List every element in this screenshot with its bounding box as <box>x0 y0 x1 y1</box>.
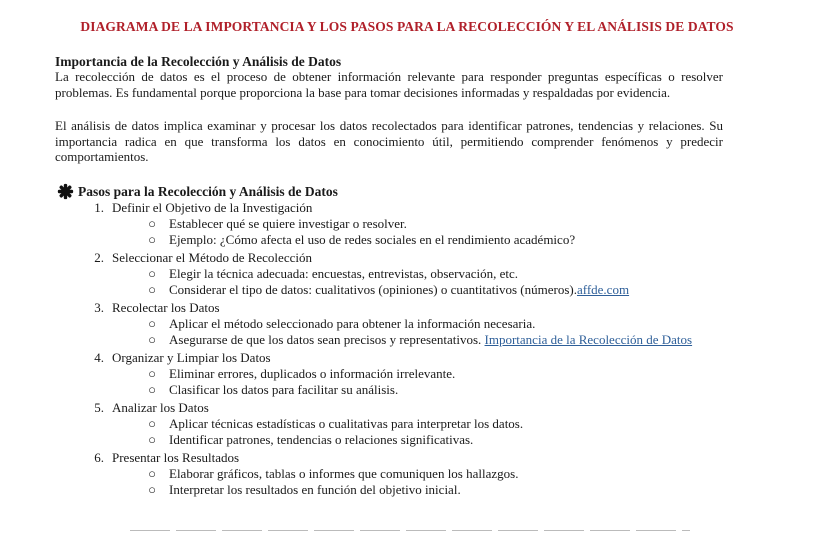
list-item: ○ Ejemplo: ¿Cómo afecta el uso de redes sociales en el rendimiento académico? <box>146 232 726 248</box>
step-label: Recolectar los Datos <box>112 300 220 315</box>
bullet-circle-icon: ○ <box>148 232 156 247</box>
step-item <box>0 200 814 248</box>
bullet-circle-icon: ○ <box>148 466 156 481</box>
step-number: 4. <box>94 350 104 365</box>
bottom-divider <box>130 530 690 531</box>
importance-paragraph-1: La recolección de datos es el proceso de obtener información relevante para responder preguntas específicas o resolver problemas. Es fundamental porque proporciona la base para tomar decisiones informadas y respaldadas por evidencia. <box>55 69 723 100</box>
step-number: 5. <box>94 400 104 415</box>
bullet-circle-icon: ○ <box>148 482 156 497</box>
step-number: 3. <box>94 300 104 315</box>
steps-heading: Pasos para la Recolección y Análisis de Datos <box>78 183 338 199</box>
bullet-circle-icon: ○ <box>148 432 156 447</box>
list-item: ○ Eliminar errores, duplicados o información irrelevante. <box>146 366 726 382</box>
star-icon <box>57 183 74 200</box>
step-item <box>0 250 814 298</box>
bullet-circle-icon: ○ <box>148 366 156 381</box>
step-item <box>0 300 814 348</box>
step-label: Definir el Objetivo de la Investigación <box>112 200 313 215</box>
bullet-circle-icon: ○ <box>148 216 156 231</box>
bullet-circle-icon: ○ <box>148 282 156 297</box>
list-item: ○ Considerar el tipo de datos: cualitativos (opiniones) o cuantitativos (números).affde.com <box>146 282 726 298</box>
list-item: ○ Elegir la técnica adecuada: encuestas, entrevistas, observación, etc. <box>146 266 726 282</box>
steps-list <box>0 200 814 498</box>
list-item: ○ Aplicar el método seleccionado para obtener la información necesaria. <box>146 316 726 332</box>
reference-link[interactable]: Importancia de la Recolección de Datos <box>484 332 693 347</box>
source-link[interactable]: affde.com <box>576 282 630 297</box>
step-item <box>0 450 814 498</box>
step-number: 1. <box>94 200 104 215</box>
list-item: ○ Asegurarse de que los datos sean precisos y representativos. Importancia de la Recolección de Datos <box>146 332 726 348</box>
bullet-circle-icon: ○ <box>148 316 156 331</box>
list-item: ○ Interpretar los resultados en función del objetivo inicial. <box>146 482 726 498</box>
list-item: ○ Clasificar los datos para facilitar su análisis. <box>146 382 726 398</box>
steps-heading-row <box>57 183 338 200</box>
step-label: Analizar los Datos <box>112 400 209 415</box>
step-label: Organizar y Limpiar los Datos <box>112 350 271 365</box>
bullet-circle-icon: ○ <box>148 332 156 347</box>
step-label: Presentar los Resultados <box>112 450 240 465</box>
list-item: ○ Identificar patrones, tendencias o relaciones significativas. <box>146 432 726 448</box>
list-item: ○ Establecer qué se quiere investigar o resolver. <box>146 216 726 232</box>
bullet-circle-icon: ○ <box>148 416 156 431</box>
bullet-circle-icon: ○ <box>148 382 156 397</box>
importance-paragraph-2: El análisis de datos implica examinar y procesar los datos recolectados para identificar patrones, tendencias y relaciones. Su importancia radica en que transforma los datos en conocimiento útil, permitiendo comprender fenómenos y predecir comportamientos. <box>55 118 723 164</box>
document-title: DIAGRAMA DE LA IMPORTANCIA Y LOS PASOS PARA LA RECOLECCIÓN Y EL ANÁLISIS DE DATOS <box>80 19 734 34</box>
list-item: ○ Aplicar técnicas estadísticas o cualitativas para interpretar los datos. <box>146 416 726 432</box>
step-number: 6. <box>94 450 104 465</box>
bullet-circle-icon: ○ <box>148 266 156 281</box>
step-number: 2. <box>94 250 104 265</box>
step-item <box>0 400 814 448</box>
step-label: Seleccionar el Método de Recolección <box>112 250 312 265</box>
step-item <box>0 350 814 398</box>
importance-heading: Importancia de la Recolección y Análisis de Datos <box>55 54 342 69</box>
list-item: ○ Elaborar gráficos, tablas o informes que comuniquen los hallazgos. <box>146 466 726 482</box>
